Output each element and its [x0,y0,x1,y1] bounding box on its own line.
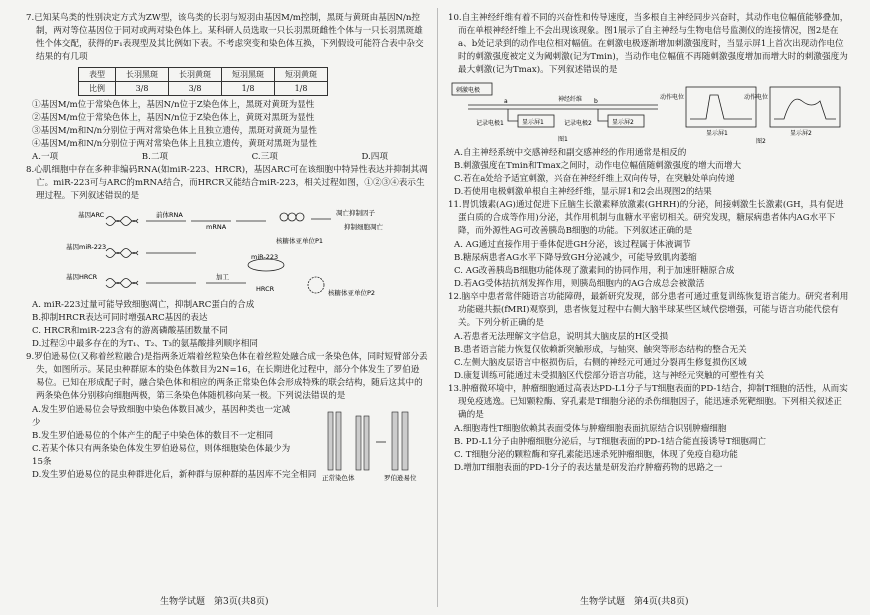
q10-option-d: D.若使用电极刺激单根自主神经纤维，显示屏1和2会出现图2的结果 [454,187,712,197]
fig-label: 显示屏1 [522,119,544,126]
table-cell: 长羽黄斑 [169,68,222,82]
q9-figure [316,406,426,486]
table-cell: 3/8 [169,82,222,96]
fig-label: 神经纤维 [558,96,583,103]
q7-options [26,151,428,164]
q7-table [78,67,328,96]
q8-stem: 8.心肌细胞中存在多种非编码RNA(如miR-223、HRCR)，基因ARC可在该细胞中特异性表达并抑制其凋亡。miR-223可与ARC的mRNA结合，而HRCR又能结合miR-223，相关过程如图，①②③④表示生理过程。下列叙述错误的是 [26,165,428,201]
q8-diagram [26,205,428,297]
q13-option-c: C. T细胞分泌的颗粒酶和穿孔素能迅速杀死肿瘤细胞，体现了免疫自稳功能 [454,450,738,460]
page-divider [437,8,438,607]
fig-label: 记录电极1 [476,120,504,127]
table-cell: 短羽黄斑 [275,68,328,82]
q8-option-a: A. miR-223过量可能导致细胞凋亡，抑制ARC蛋白的合成 [32,300,255,310]
q10-option-b: B.刺激强度在Tmin和Tmax之间时，动作电位幅值随刺激强度的增大而增大 [454,161,742,171]
q7-option-c: C.三项 [251,152,278,162]
q7-table-header [79,68,328,82]
left-page [26,12,428,482]
q12-option-b: B.患者语言能力恢复仅依赖新突触形成，与轴突、触突等形态结构的整合无关 [454,345,747,355]
fig-label: 记录电极2 [564,120,592,127]
q10-diagram [448,79,850,145]
q7-option-b: B.二项 [141,152,169,162]
q9-stem: 9.罗伯逊易位(又称着丝粒融合)是指两条近端着丝粒染色体在着丝粒处融合成一条染色体，同时短臂部分丢失，如图所示。某昆虫种群原本的染色体数目为2N=16，在长期进化过程中，部分个体发生了罗伯逊易位。已知在形成配子时，融合染色体和相应的两条正常染色体会形成特殊的联会结构，随后这其中的两条染色体分别移向细胞两极，第三条染色体随机移向某一极。下列说法错误的是 [26,352,428,401]
q8-figure [26,205,428,297]
q9-option-a: A.发生罗伯逊易位会导致细胞中染色体数目减少，基因种类也一定减少 [32,405,291,428]
q13-option-b: B. PD-L1分子由肿瘤细胞分泌后，与T细胞表面的PD-1结合能直接诱导T细胞凋亡 [454,437,766,447]
table-cell: 3/8 [116,82,169,96]
q8-option-c: C. HRCR和miR-223含有的游离磷酸基团数量不同 [32,326,228,336]
q8-option-b: B.抑制HRCR表达可同时增强ARC基因的表达 [32,313,208,323]
fig-label: 基因HRCR [66,273,98,281]
q7-option-a: A.一项 [32,152,59,162]
q13-option-d: D.增加T细胞表面的PD-1分子的表达量是研发治疗肿瘤药物的思路之一 [454,463,723,473]
q12-option-a: A.若患者无法理解文字信息，说明其大脑皮层的H区受损 [454,332,669,342]
q12-option-d: D.康复训练可能通过未受损脑区代偿部分语言功能，这与神经元突触的可塑性有关 [454,371,765,381]
fig-label: 核糖体亚单位P2 [328,289,376,297]
fig-label: a [504,98,508,105]
fig-label: HRCR [256,285,275,293]
fig-label: 核糖体亚单位P1 [276,237,324,245]
right-footer: 生物学试题 第4页(共8页) [580,597,689,607]
q11-option-a: A. AG通过直接作用于垂体促进GH分泌，该过程属于体液调节 [454,240,691,250]
left-footer: 生物学试题 第3页(共8页) [160,597,269,607]
fig-label: 刺激电极 [456,87,481,94]
q7-statement: ①基因M/m位于常染色体上，基因N/n位于Z染色体上，黑斑对黄斑为显性 [32,100,315,110]
table-cell: 短羽黑斑 [222,68,275,82]
fig-label: 动作电位 [660,94,685,101]
fig-label: 正常染色体 [322,474,355,482]
fig-label: 凋亡抑制因子 [336,209,375,217]
q8-option-d: D.过程②中最多存在的为T₁、T₂、T₃的氨基酸排列顺序相同 [32,339,258,349]
q7-statement: ②基因M/m位于常染色体上，基因N/n位于Z染色体上，黄斑对黑斑为显性 [32,113,315,123]
q10-option-a: A.自主神经系统中交感神经和副交感神经的作用通常是相反的 [454,148,687,158]
fig-label: miR-223 [251,253,279,261]
q10-option-c: C.若在a处给予适宜刺激，兴奋在神经纤维上双向传导，在突触处单向传递 [454,174,735,184]
q7-statement: ④基因M/m和N/n分别位于两对常染色体上且独立遗传，黄斑对黑斑为显性 [32,139,318,149]
q9-option-c: C.若某个体只有两条染色体发生罗伯逊易位，则体细胞染色体最少为15条 [32,444,291,467]
fig-label: 显示屏2 [790,130,812,137]
q11-option-c: C. AG改善胰岛B细胞功能体现了激素间的协同作用，利于加速肝糖原合成 [454,266,735,276]
q12-option-c: C.左侧大脑皮层语言中枢损伤后，右侧的神经元可通过分裂再生修复损伤区域 [454,358,747,368]
fig-label: 图1 [558,136,568,143]
q11-option-d: D.若AG受体拮抗剂发挥作用，则胰岛细胞内的AG合成总会被激活 [454,279,705,289]
fig-label: b [594,98,598,105]
table-cell: 1/8 [275,82,328,96]
fig-label: 抑制细胞凋亡 [344,223,383,231]
q9-option-b: B.发生罗伯逊易位的个体产生的配子中染色体的数目不一定相同 [32,431,274,441]
table-cell: 表型 [79,68,116,82]
q9-options [26,404,296,469]
q7-option-d: D.四项 [361,152,388,162]
fig-label: 前体RNA [156,211,183,219]
table-cell: 长羽黑斑 [116,68,169,82]
q7-stem: 7.已知某鸟类的性别决定方式为ZW型，该鸟类的长羽与短羽由基因M/m控制，黑斑与黄斑由基因N/n控制，两对等位基因位于同对或两对染色体上。某科研人员选取一只长羽黑斑雌性个体与一只长羽黑斑雄性个体交配，获得的F₁表现型及其比例如下表。不考虑突变和染色体互换，下列假设可能符合表中杂交结果的有几项 [26,13,424,62]
fig-label: 加工 [216,273,229,281]
q7-statement: ③基因M/m和N/n分别位于两对常染色体上且独立遗传，黑斑对黄斑为显性 [32,126,318,136]
q7-table-row [79,82,328,96]
q10-stem: 10.自主神经纤维有着不同的兴奋性和传导速度，当多根自主神经同步兴奋时，其动作电位幅值能够叠加，而在单根神经纤维上不会出现该现象。图1展示了自主神经与生物电信号监测仪的连接情况，图2是在a、b处记录到的动作电位相对幅值。在刺激电极逐渐增加刺激强度时，当显示屏1上首次出现动作电位时的刺激强度被定义为阈刺激(记为Tmin)，当动作电位幅值不再随刺激强度增加而增大时的刺激强度为最大刺激(记为Tmax)。下列叙述错误的是 [448,13,849,75]
q11-stem: 11.胃饥饿素(AG)通过促进下丘脑生长激素释放激素(GHRH)的分泌，间接刺激生长激素(GH，具有促进蛋白质的合成等作用)分泌，其作用机制与血糖水平密切相关。研究发现，糖尿病患者体内AG水平下降，而外源性AG可改善胰岛B细胞的功能。下列叙述正确的是 [448,200,844,236]
q12-stem: 12.脑卒中患者常伴随语言功能障碍，最新研究发现，部分患者可通过重复训练恢复语言能力。研究者利用功能磁共振(fMRI)观察到，患者恢复过程中右侧大脑半球某些区域代偿增强，可能与语言功能代偿有关。下列分析正确的是 [448,292,849,328]
q13-option-a: A.细胞毒性T细胞依赖其表面受体与肿瘤细胞表面抗原结合识别肿瘤细胞 [454,424,727,434]
table-cell: 比例 [79,82,116,96]
fig-label: 基因miR-223 [66,243,107,251]
q13-stem: 13.肿瘤微环境中，肿瘤细胞通过高表达PD-L1分子与T细胞表面的PD-1结合，抑制T细胞的活性，从而实现免疫逃逸。已知颗粒酶、穿孔素是T细胞分泌的杀伤细胞因子，能迅速杀死靶细胞。下列相关叙述正确的是 [448,384,848,420]
fig-label: 图2 [756,138,766,145]
q9-option-d: D.发生罗伯逊易位的昆虫种群进化后，新种群与原种群的基因库不完全相同 [32,470,317,480]
fig-label: 基因ARC [78,211,105,219]
fig-label: 显示屏2 [612,119,634,126]
q11-option-b: B.糖尿病患者AG水平下降导致GH分泌减少，可能导致肌肉萎缩 [454,253,697,263]
fig-label: 动作电位 [744,94,769,101]
fig-label: mRNA [206,223,227,231]
q10-figure [448,79,850,145]
fig-label: 显示屏1 [706,130,728,137]
fig-label: 罗伯逊易位 [384,474,417,482]
table-cell: 1/8 [222,82,275,96]
right-page [448,12,850,475]
